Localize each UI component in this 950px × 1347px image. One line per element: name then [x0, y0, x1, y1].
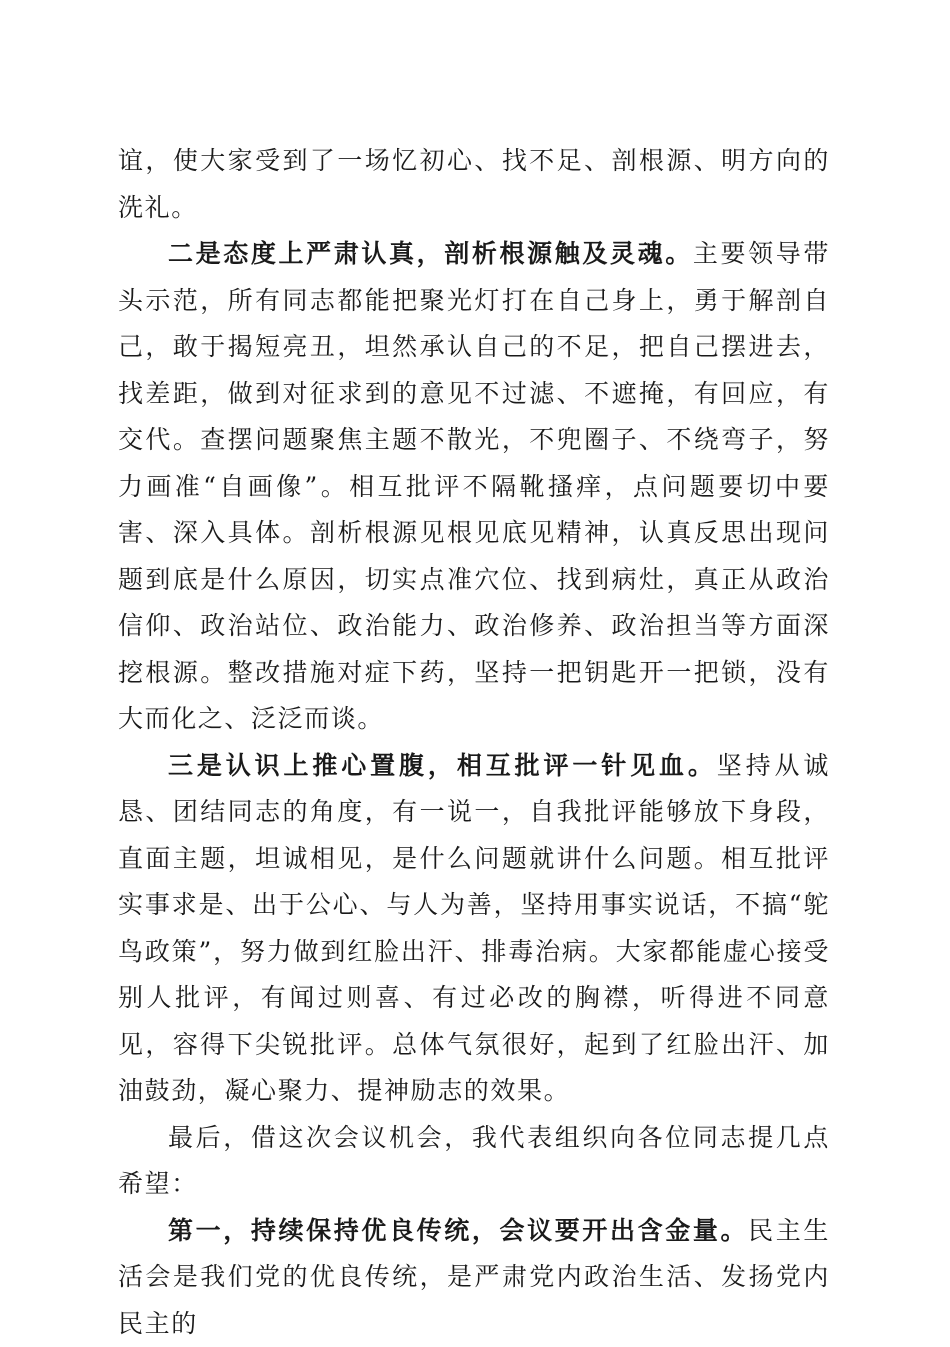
paragraph-text: 坚持从诚恳、团结同志的角度，有一说一，自我批评能够放下身段，直面主题，坦诚相见，是什么问题就讲什么问题。相互批评实事求是、出于公心、与人为善，坚持用事实说话，不搞“鸵鸟政策”，努力做到红脸出汗、排毒治病。大家都能虚心接受别人批评，有闻过则喜、有过必改的胸襟，听得进不同意见，容得下尖锐批评。总体气氛很好，起到了红脸出汗、加油鼓劲，凝心聚力、提神励志的效果。 — [118, 751, 830, 1106]
paragraph-text: 最后，借这次会议机会，我代表组织向各位同志提几点希望： — [118, 1123, 830, 1199]
paragraph-text: 民主生活会是我们党的优良传统，是严肃党内政治生活、发扬党内民主的 — [118, 1216, 830, 1338]
paragraph-attitude — [118, 231, 830, 743]
document-body — [118, 138, 830, 1347]
paragraph-continuation — [118, 138, 830, 231]
paragraph-first-hope — [118, 1208, 830, 1347]
paragraph-text: 主要领导带头示范，所有同志都能把聚光灯打在自己身上，勇于解剖自己，敢于揭短亮丑，坦然承认自己的不足，把自己摆进去，找差距，做到对征求到的意见不过滤、不遮掩，有回应，有交代。查摆问题聚焦主题不散光，不兜圈子、不绕弯子，努力画准“自画像”。相互批评不隔靴搔痒，点问题要切中要害、深入具体。剖析根源见根见底见精神，认真反思出现问题到底是什么原因，切实点准穴位、找到病灶，真正从政治信仰、政治站位、政治能力、政治修养、政治担当等方面深挖根源。整改措施对症下药，坚持一把钥匙开一把锁，没有大而化之、泛泛而谈。 — [118, 239, 830, 733]
paragraph-closing-intro — [118, 1115, 830, 1208]
paragraph-heading: 二是态度上严肃认真，剖析根源触及灵魂。 — [168, 239, 693, 268]
paragraph-heading: 三是认识上推心置腹，相互批评一针见血。 — [168, 751, 717, 780]
paragraph-heading: 第一，持续保持优良传统，会议要开出含金量。 — [168, 1216, 748, 1245]
paragraph-text: 谊，使大家受到了一场忆初心、找不足、剖根源、明方向的洗礼。 — [118, 146, 830, 222]
paragraph-understanding — [118, 743, 830, 1115]
